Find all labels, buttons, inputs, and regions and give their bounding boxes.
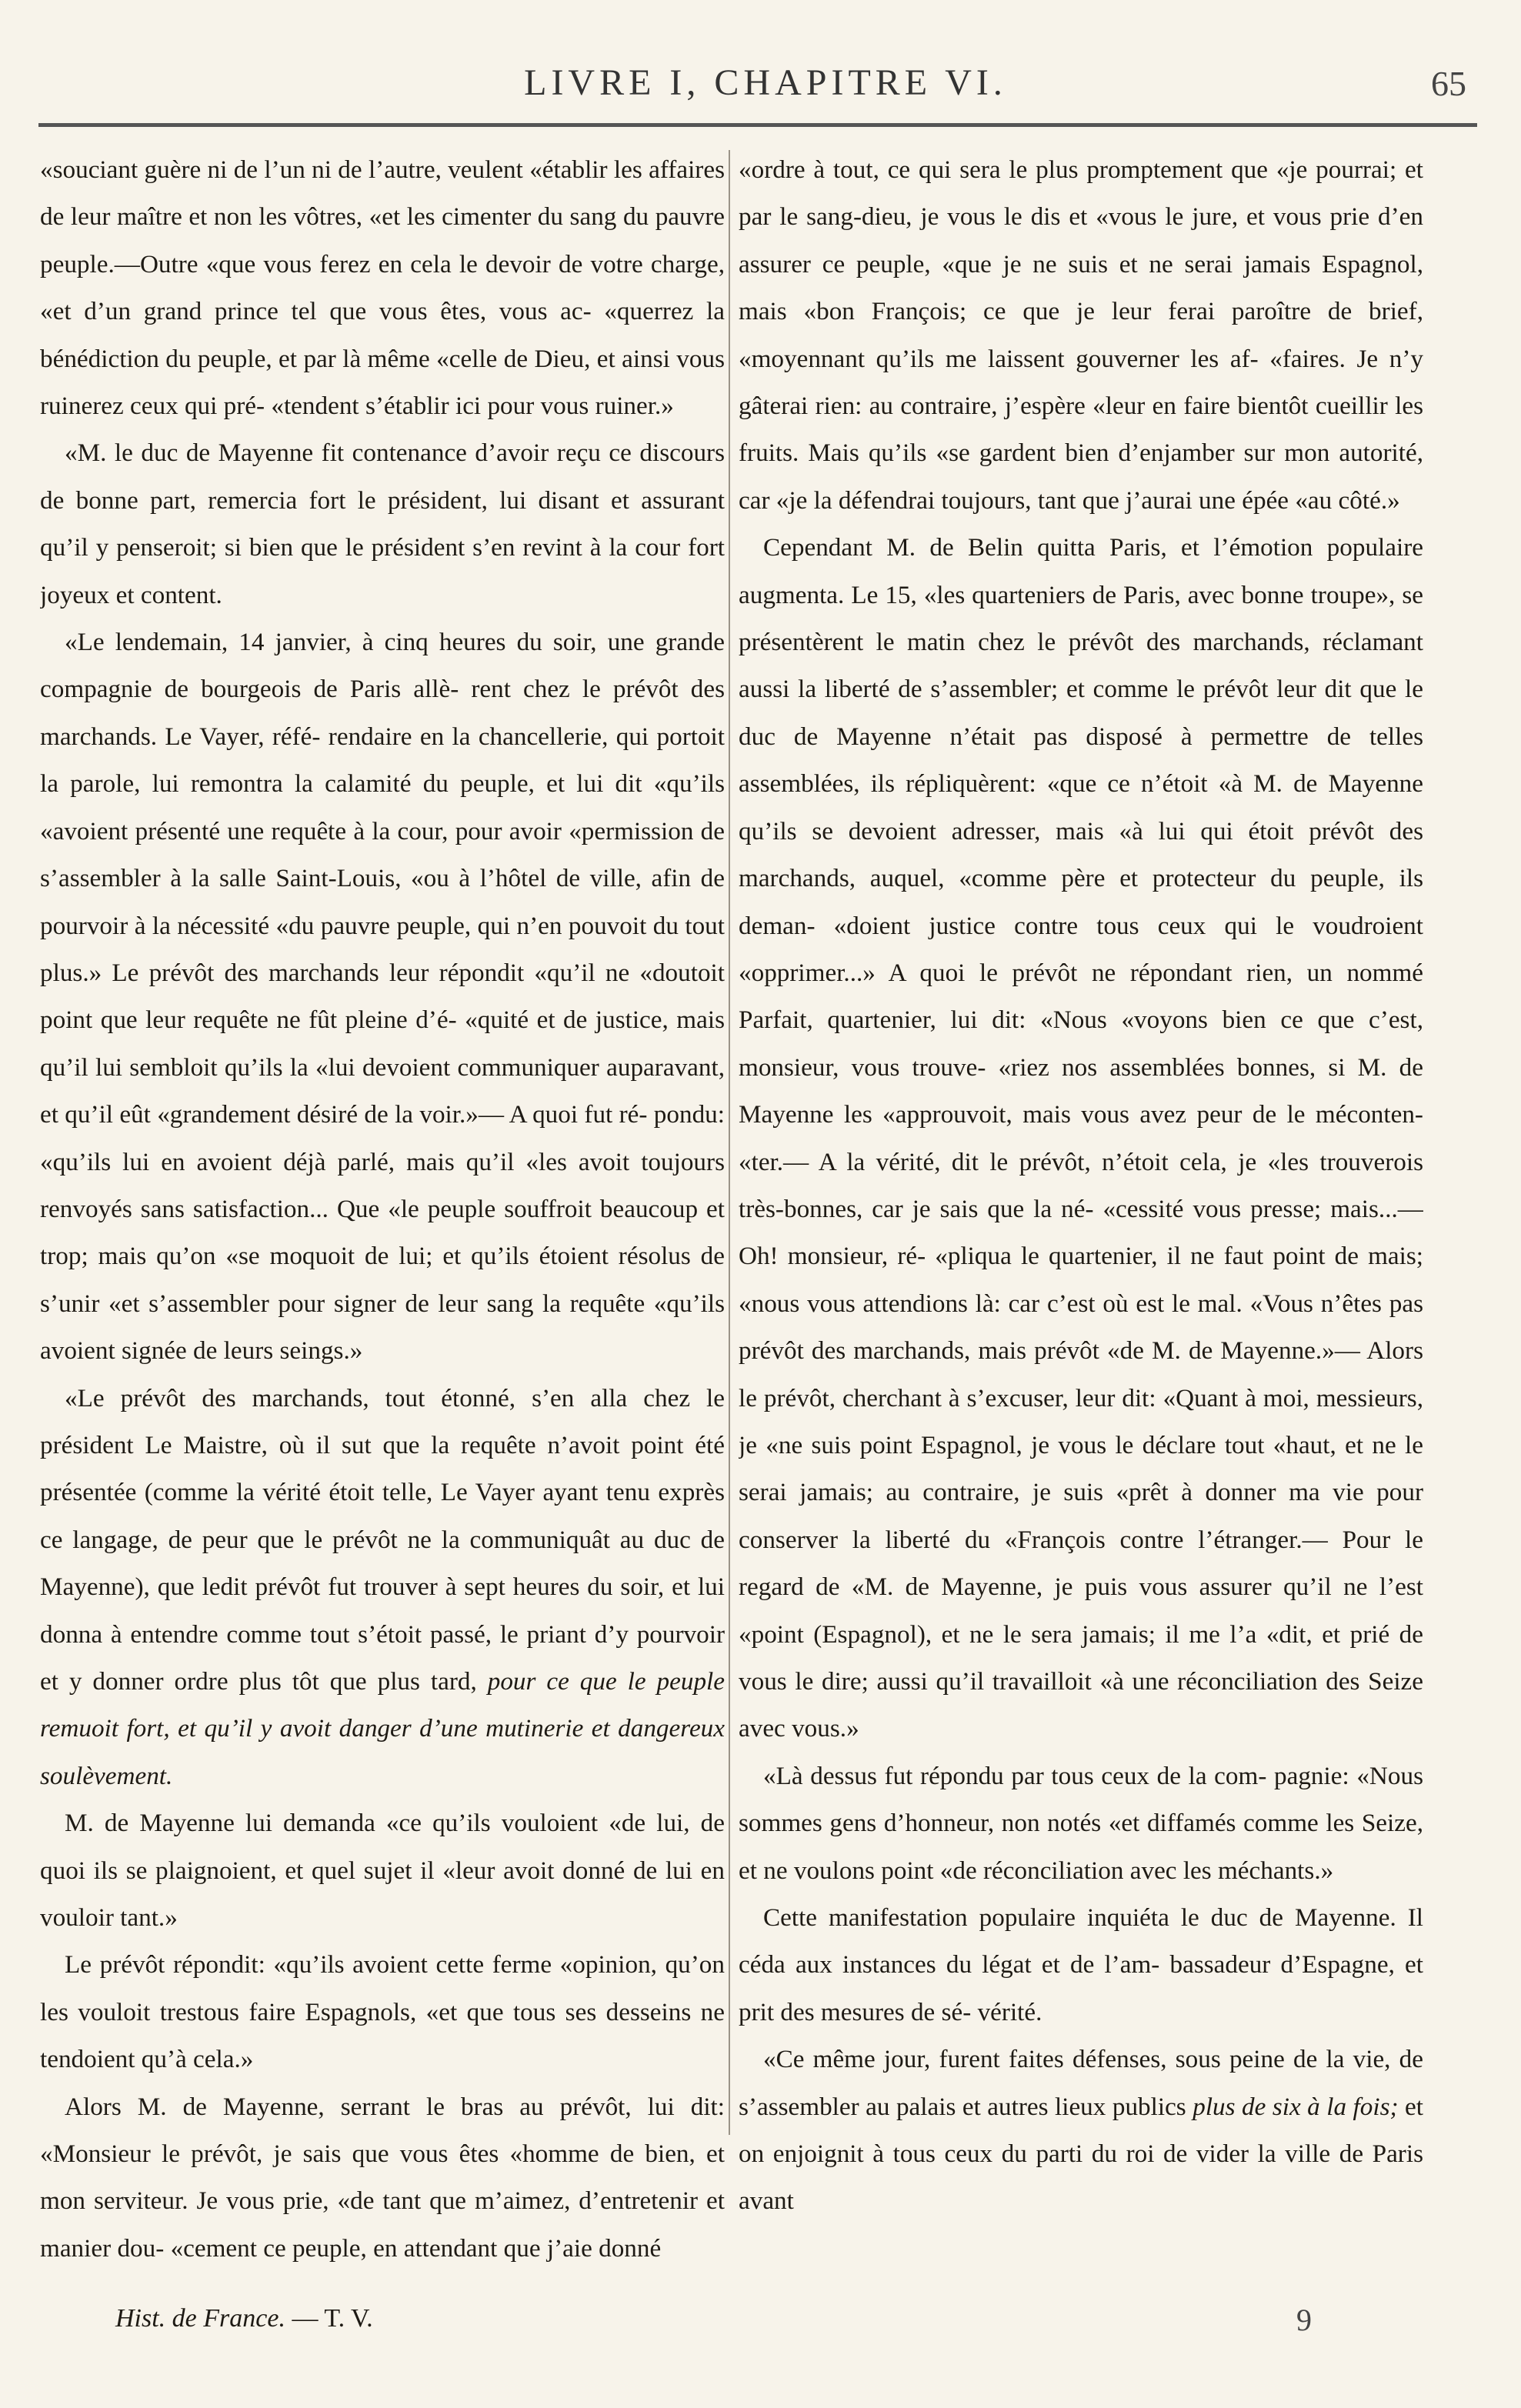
- paragraph: [40, 1941, 725, 2083]
- page-number: 65: [1431, 64, 1466, 103]
- left-column: [40, 146, 725, 2293]
- running-header: [0, 62, 1521, 115]
- footer-source: Hist. de France.: [115, 2304, 285, 2333]
- italic-phrase: pour ce que le peuple remuoit fort, et qu’il y avoit danger d’une mutinerie et dangereux soulèvement.: [40, 1667, 725, 1790]
- text-run: «Le prévôt des marchands, tout étonné, s’en alla chez le président Le Maistre, où il sut que la requête n’avoit point été présentée (comme la vérité étoit telle, Le Vayer ayant tenu exprès ce langage, de peur que le prévôt ne la communiquât au duc de Mayenne), que ledit prévôt fut trouver à sept heures du soir, et lui donna à entendre comme tout s’étoit passé, le priant d’y pourvoir et y donner ordre plus tôt que plus tard,: [40, 1383, 725, 1696]
- signature-mark: 9: [1296, 2303, 1312, 2337]
- text-run: Le prévôt répondit: «qu’ils avoient cette ferme «opinion, qu’on les vouloit trestous faire Espagnols, «et que tous ses desseins ne tendoient qu’à cela.»: [40, 1950, 725, 2074]
- text-run: «Le lendemain, 14 janvier, à cinq heures du soir, une grande compagnie de bourgeois de Paris allè- rent chez le prévôt des marchands. Le Vayer, réfé- rendaire en la chancellerie, qui portoit la parole, lui remontra la calamité du peuple, et lui dit «qu’ils «avoient présenté une requête à la cour, pour avoir «permission de s’assembler à la salle Saint-Louis, «ou à l’hôtel de ville, afin de pourvoir à la nécessité «du pauvre peuple, qui n’en pouvoit du tout plus.» Le prévôt des marchands leur répondit «qu’il ne «doutoit point que leur requête ne fût pleine d’é- «quité et de justice, mais qu’il lui sembloit qu’ils la «lui devoient communiquer auparavant, et qu’il eût «grandement désiré de la voir.»— A quoi fut ré- pondu: «qu’ils lui en avoient déjà parlé, mais qu’il «les avoit toujours renvoyés sans satisfaction... Que «le peuple souffroit beaucoup et trop; mais qu’on «se moquoit de lui; et qu’ils étoient résolus de s’unir «et s’assembler pour signer de leur sang la requête «qu’ils avoient signée de leurs seings.»: [40, 628, 725, 1366]
- paragraph: [739, 1753, 1423, 1894]
- paragraph: [739, 524, 1423, 1753]
- paragraph: [40, 429, 725, 619]
- paragraph: [40, 1799, 725, 1941]
- paragraph: [40, 1375, 725, 1800]
- right-column: [739, 146, 1423, 2293]
- footer-volume: — T. V.: [292, 2304, 373, 2333]
- paragraph: [40, 2083, 725, 2273]
- paragraph: [739, 2036, 1423, 2225]
- column-divider: [729, 150, 730, 2135]
- text-run: «souciant guère ni de l’un ni de l’autre, veulent «établir les affaires de leur maître et non les vôtres, «et les cimenter du sang du pauvre peuple.—Outre «que vous ferez en cela le devoir de votre charge, «et d’un grand prince tel que vous êtes, vous ac- «querrez la bénédiction du peuple, et par là même «celle de Dieu, et ainsi vous ruinerez ceux qui pré- «tendent s’établir ici pour vous ruiner.»: [40, 155, 725, 421]
- paragraph: [739, 146, 1423, 524]
- running-title: LIVRE I, CHAPITRE VI.: [524, 62, 1007, 103]
- text-run: Cette manifestation populaire inquiéta le duc de Mayenne. Il céda aux instances du légat et de l’am- bassadeur d’Espagne, et prit des mesures de sé- vérité.: [739, 1903, 1423, 2026]
- paragraph: [40, 619, 725, 1375]
- text-run: Alors M. de Mayenne, serrant le bras au prévôt, lui dit: «Monsieur le prévôt, je sais que vous êtes «homme de bien, et mon serviteur. Je vous prie, «de tant que m’aimez, d’entretenir et manier dou- «cement ce peuple, en attendant que j’aie donné: [40, 2092, 725, 2263]
- text-run: «ordre à tout, ce qui sera le plus promptement que «je pourrai; et par le sang-dieu, je vous le dis et «vous le jure, et vous prie d’en assurer ce peuple, «que je ne suis et ne serai jamais Espagnol, mais «bon François; ce que je leur ferai paroître de brief, «moyennant qu’ils me laissent gouverner les af- «faires. Je n’y gâterai rien: au contraire, j’espère «leur en faire bientôt cueillir les fruits. Mais qu’ils «se gardent bien d’enjamber sur mon autorité, car «je la défendrai toujours, tant que j’aurai une épée «au côté.»: [739, 155, 1423, 515]
- italic-phrase: plus de six à la fois;: [1192, 2092, 1399, 2121]
- paragraph: [739, 1894, 1423, 2036]
- text-run: et on enjoignit à tous ceux du parti du roi de vider la ville de Paris avant: [739, 2092, 1423, 2216]
- text-run: «Là dessus fut répondu par tous ceux de la com- pagnie: «Nous sommes gens d’honneur, non notés «et diffamés comme les Seize, et ne voulons point «de réconciliation avec les méchants.»: [739, 1761, 1423, 1885]
- text-run: M. de Mayenne lui demanda «ce qu’ils vouloient «de lui, de quoi ils se plaignoient, et quel sujet il «leur avoit donné de lui en vouloir tant.»: [40, 1809, 725, 1933]
- text-run: Cependant M. de Belin quitta Paris, et l’émotion populaire augmenta. Le 15, «les quarteniers de Paris, avec bonne troupe», se présentèrent le matin chez le prévôt des marchands, réclamant aussi la liberté de s’assembler; et comme le prévôt leur dit que le duc de Mayenne n’était pas disposé à permettre de telles assemblées, ils répliquèrent: «que ce n’étoit «à M. de Mayenne qu’ils se devoient adresser, mais «à lui qui étoit prévôt des marchands, auquel, «comme père et protecteur du peuple, ils deman- «doient justice contre tous ceux qui le voudroient «opprimer...» A quoi le prévôt ne répondant rien, un nommé Parfait, quartenier, lui dit: «Nous «voyons bien ce que c’est, monsieur, vous trouve- «riez nos assemblées bonnes, si M. de Mayenne les «approuvoit, mais vous avez peur de le méconten- «ter.— A la vérité, dit le prévôt, n’étoit cela, je «les trouverois très-bonnes, car je sais que la né- «cessité vous presse; mais...— Oh! monsieur, ré- «pliqua le quartenier, il ne faut point de mais; «nous vous attendions là: car c’est où est le mal. «Vous n’êtes pas prévôt des marchands, mais prévôt «de M. de Mayenne.»— Alors le prévôt, cherchant à s’excuser, leur dit: «Quant à moi, messieurs, je «ne suis point Espagnol, je vous le déclare tout «haut, et ne le serai jamais; au contraire, je suis «prêt à donner ma vie pour conserver la liberté du «François contre l’étranger.— Pour le regard de «M. de Mayenne, je puis vous assurer qu’il ne l’est «point (Espagnol), et ne le sera jamais; il me l’a «dit, et prié de vous le dire; aussi qu’il travailloit «à une réconciliation des Seize avec vous.»: [739, 533, 1423, 1743]
- header-rule: [38, 123, 1477, 127]
- footer-note: [115, 2304, 373, 2333]
- text-run: «Ce même jour, furent faites défenses, sous peine de la vie, de s’assembler au palais et autres lieux publics: [739, 2045, 1423, 2121]
- paragraph: [40, 146, 725, 429]
- text-run: «M. le duc de Mayenne fit contenance d’avoir reçu ce discours de bonne part, remercia fort le président, lui disant et assurant qu’il y penseroit; si bien que le président s’en revint à la cour fort joyeux et content.: [40, 439, 725, 609]
